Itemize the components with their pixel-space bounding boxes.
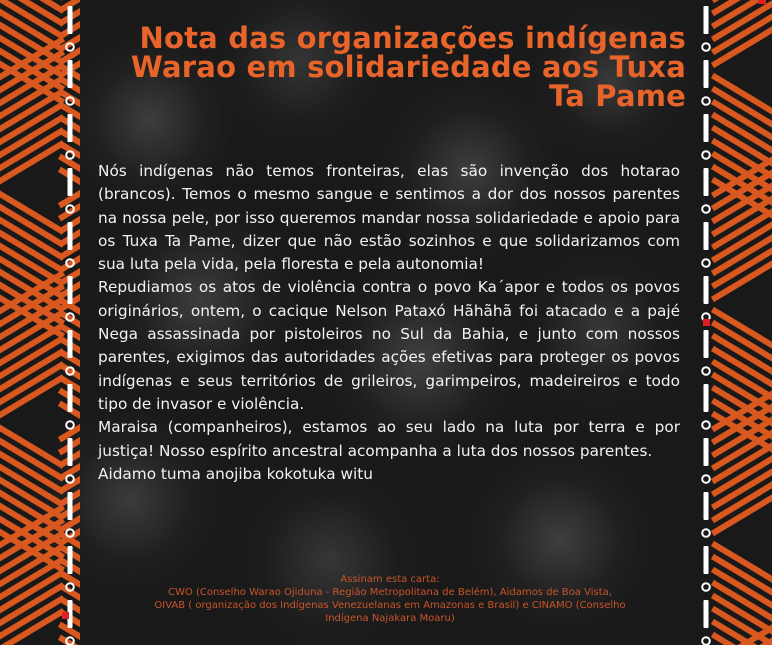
paragraph-solidarity: Nós indígenas não temos fronteiras, elas são invenção dos hotarao (brancos). Temos o mesmo sangue e sentimos a dor dos nossos parentes na nossa pele, por isso queremos mandar nossa solidariedade e apoio para os Tuxa Ta Pame, dizer que não estão sozinhos e que solidarizamos com sua luta pela vida, pela floresta e pela autonomia!	[98, 162, 680, 274]
letter-body	[98, 160, 680, 486]
signatures-line-1: CWO (Conselho Warao Ojiduna - Região Metropolitana de Belém), Aidamos de Boa Vista,	[168, 587, 612, 598]
red-marker	[758, 0, 766, 4]
left-pattern-border	[0, 0, 80, 645]
signatures-line-3: Indígena Najakara Moaru)	[325, 613, 455, 624]
paragraph-companions: Maraisa (companheiros), estamos ao seu lado na luta por terra e por justiça! Nosso espírito ancestral acompanha a luta dos nossos parentes.	[98, 418, 680, 460]
signatures-line-2: OIVAB ( organização dos Indígenas Venezuelanas em Amazonas e Brasil) e CINAMO (Conselho	[154, 600, 626, 611]
red-marker	[62, 612, 69, 619]
paragraph-repudiation: Repudiamos os atos de violência contra o povo Ka´apor e todos os povos originários, ontem, o cacique Nelson Pataxó Hãhãhã foi atacado e a pajé Nega assassinada por pistoleiros no Sul da Bahia, e junto com nossos parentes, exigimos das autoridades ações efetivas para proteger os povos indígenas e seus territórios de grileiros, garimpeiros, madeireiros e todo tipo de invasor e violência.	[98, 278, 680, 413]
signatures-intro: Assinam esta carta:	[340, 574, 440, 585]
left-pattern-svg	[0, 0, 80, 645]
red-marker	[703, 319, 710, 326]
page-title: Nota das organizações indígenas Warao em solidariedade aos Tuxa Ta Pame	[130, 21, 686, 113]
closing-line: Aidamo tuma anojiba kokotuka witu	[98, 464, 373, 483]
signatures-block	[110, 573, 670, 625]
